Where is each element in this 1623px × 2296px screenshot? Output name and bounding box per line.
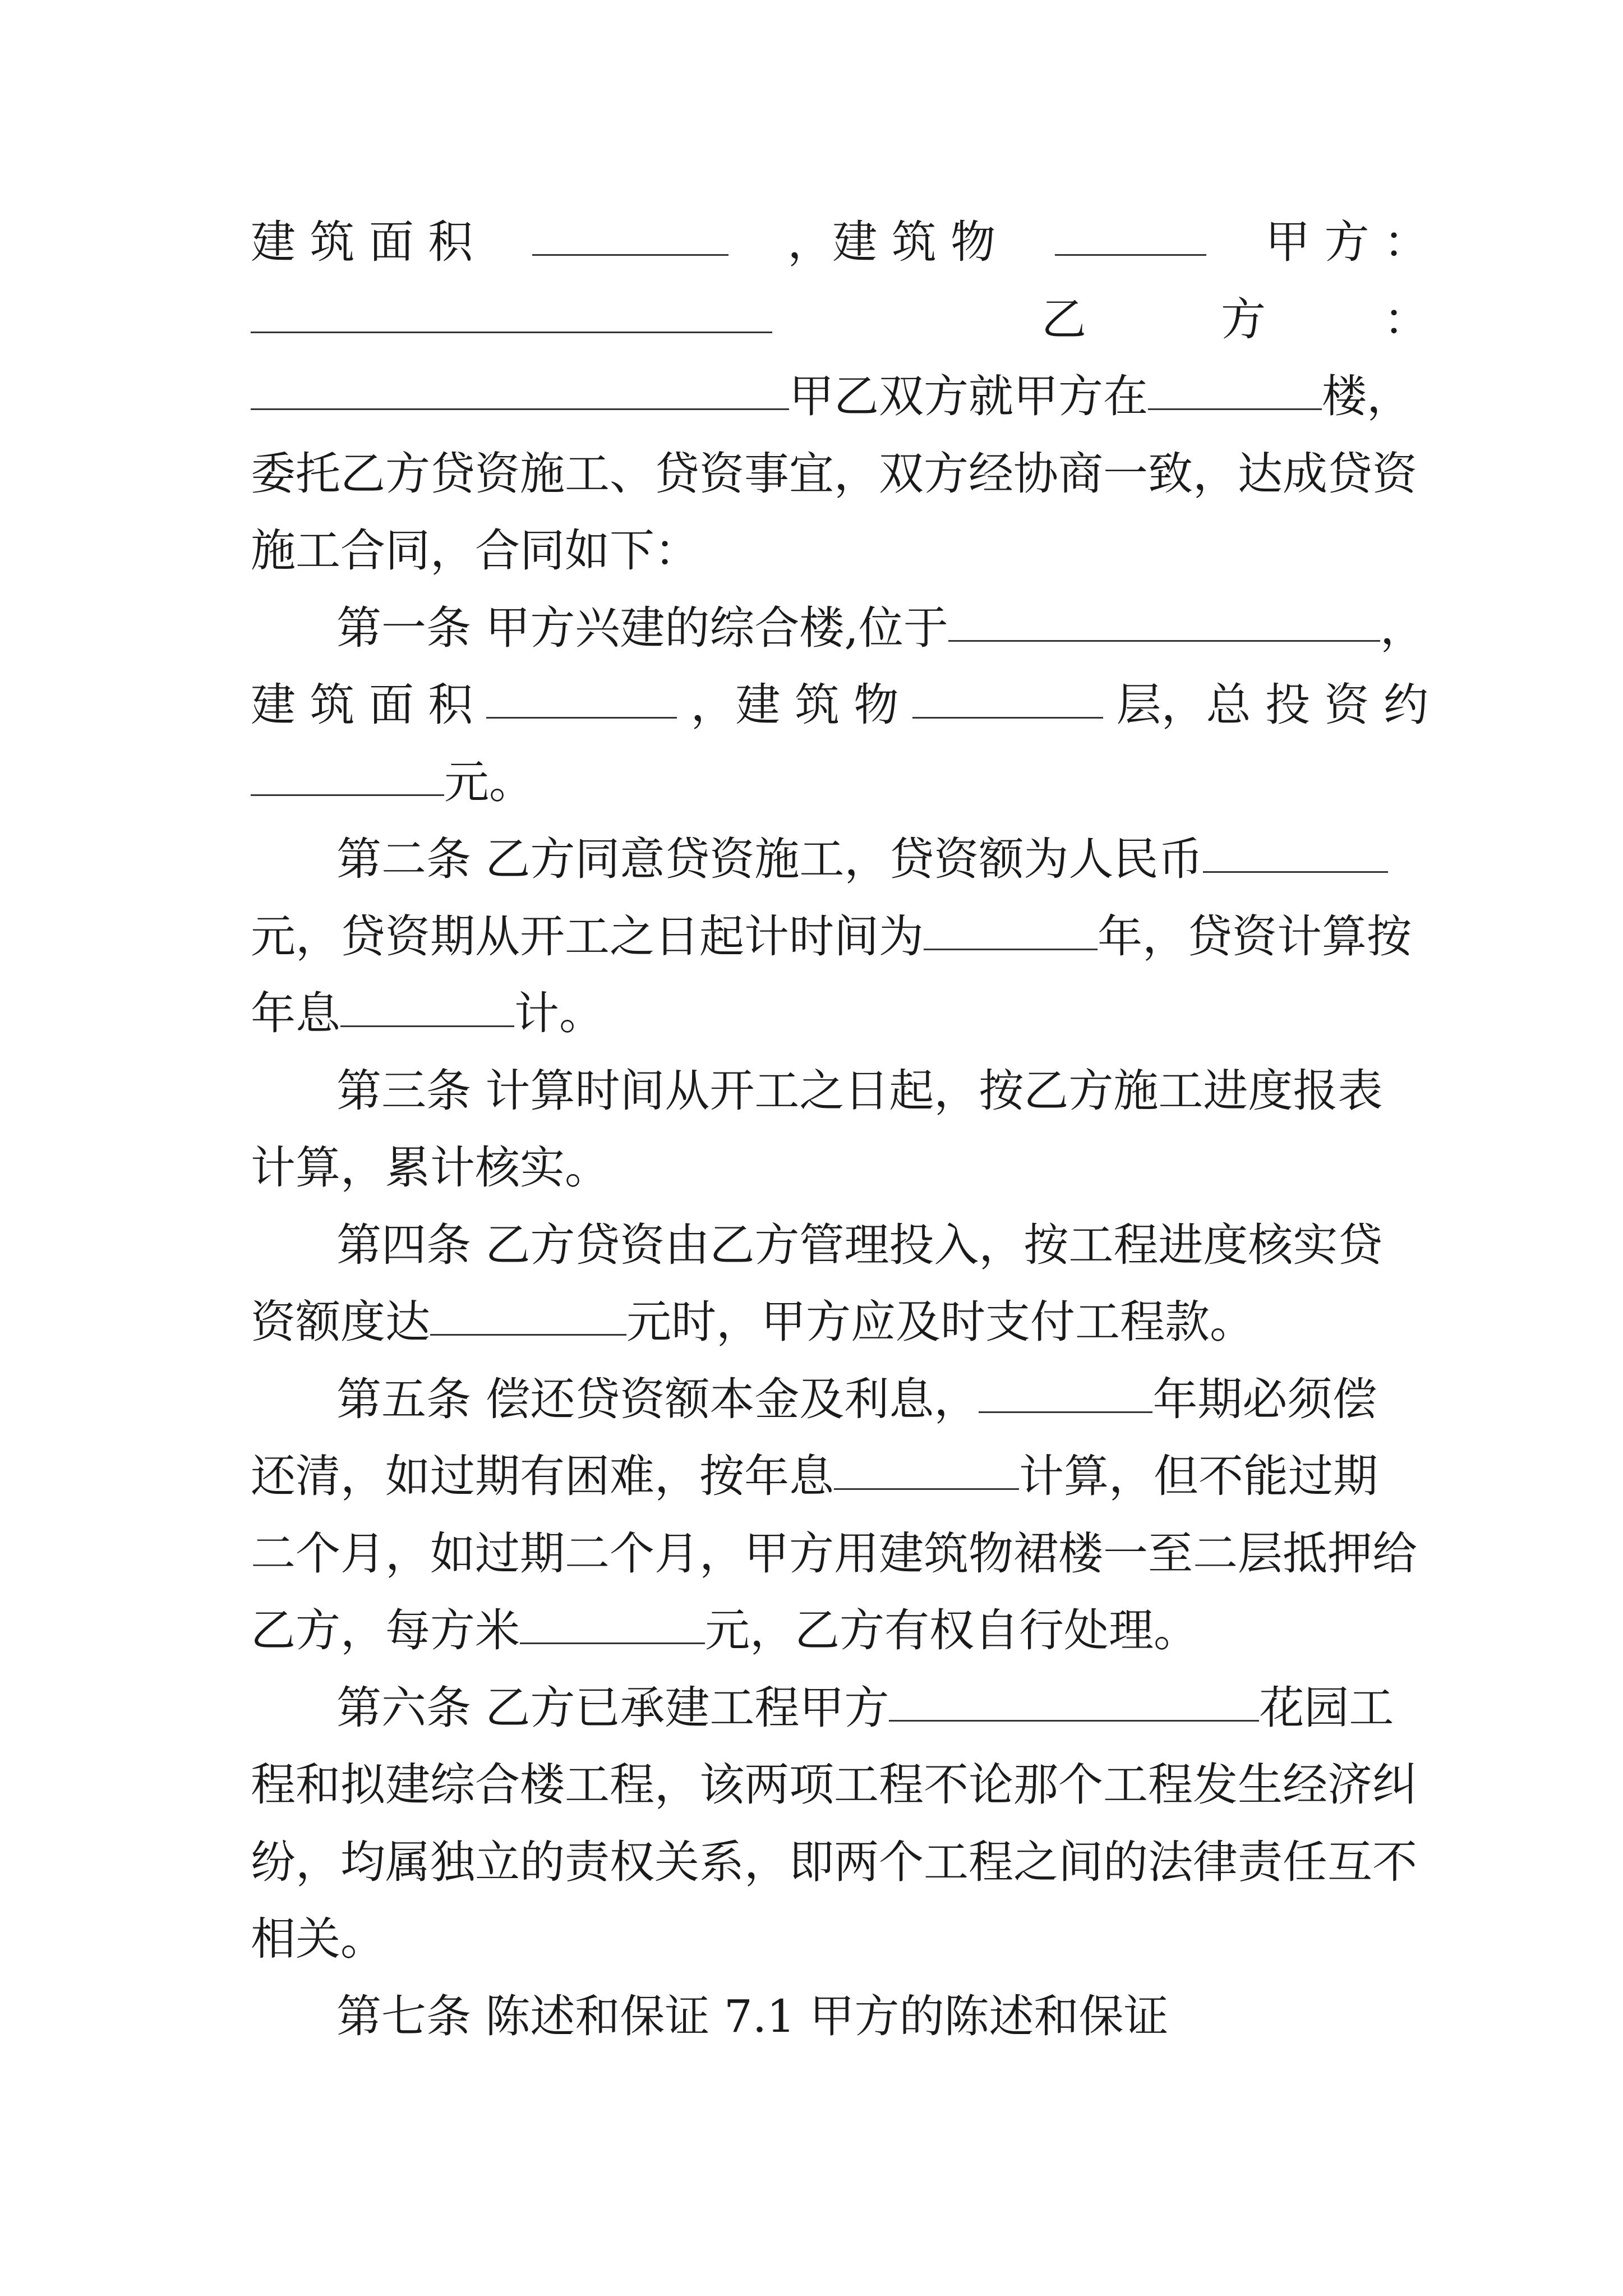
- doc-text: 甲 方 ：: [1265, 216, 1428, 268]
- doc-line: [251, 280, 1428, 359]
- doc-line: [251, 898, 1428, 976]
- doc-text: 还清，如过期有困难，按年息: [251, 1450, 834, 1502]
- doc-text: 元，乙方有权自行处理。: [705, 1604, 1198, 1657]
- doc-text: ，建 筑 物: [787, 216, 996, 268]
- doc-line: [251, 1283, 1428, 1361]
- doc-text: 资额度达: [251, 1296, 430, 1348]
- doc-line: [251, 1129, 1428, 1207]
- fill-blank: [924, 915, 1098, 950]
- doc-text: 年，贷资计算按: [1098, 910, 1412, 963]
- doc-text: 元。: [444, 756, 534, 808]
- doc-text: 第二条 乙方同意贷资施工，贷资额为人民币: [336, 833, 1204, 885]
- fill-blank: [532, 220, 728, 256]
- fill-blank: [948, 606, 1380, 642]
- article-3: [336, 1052, 1514, 1130]
- article-5: [336, 1360, 1514, 1439]
- fill-blank: [251, 375, 789, 410]
- doc-text: 建 筑 面 积: [251, 679, 473, 731]
- doc-line: [251, 1823, 1428, 1902]
- doc-line: [251, 743, 1428, 822]
- doc-text: 二个月，如过期二个月，甲方用建筑物裙楼一至二层抵押给: [251, 1527, 1417, 1580]
- doc-text: 年期必须偿: [1152, 1373, 1377, 1425]
- doc-line: [251, 1746, 1428, 1824]
- doc-text: ，: [1380, 602, 1425, 654]
- fill-blank: [520, 1609, 705, 1644]
- doc-text: 施工合同，合同如下：: [251, 524, 699, 577]
- fill-blank: [1055, 220, 1206, 256]
- doc-line: [251, 666, 1428, 744]
- doc-text: ：: [1384, 293, 1428, 346]
- article-1: [336, 589, 1514, 668]
- doc-text: 乙: [1041, 293, 1086, 346]
- doc-text: 元时，甲方应及时支付工程款。: [626, 1296, 1255, 1348]
- doc-text: 第七条 陈述和保证 7.1 甲方的陈述和保证: [336, 1990, 1169, 2042]
- doc-text: 纷，均属独立的责权关系，即两个工程之间的法律责任互不: [251, 1836, 1417, 1888]
- doc-text: 计。: [514, 987, 604, 1039]
- fill-blank: [340, 992, 514, 1027]
- doc-line: [251, 435, 1428, 513]
- doc-text: 程和拟建综合楼工程，该两项工程不论那个工程发生经济纠: [251, 1759, 1417, 1811]
- doc-text: 建 筑 面 积: [251, 216, 473, 268]
- fill-blank: [1203, 838, 1388, 873]
- doc-line: [251, 974, 1428, 1053]
- doc-line: [251, 512, 1428, 590]
- doc-text: 第三条 计算时间从开工之日起，按乙方施工进度报表: [336, 1065, 1383, 1117]
- article-6: [336, 1669, 1514, 1747]
- fill-blank: [979, 1378, 1152, 1413]
- doc-text: 层，总 投 资 约: [1116, 679, 1428, 731]
- article-4: [336, 1206, 1514, 1285]
- doc-text: 元，贷资期从开工之日起计时间为: [251, 910, 924, 963]
- fill-blank: [251, 761, 444, 796]
- doc-line: [251, 1900, 1428, 1978]
- fill-blank: [1148, 375, 1322, 410]
- doc-line: [251, 1437, 1428, 1516]
- doc-line: [251, 1591, 1428, 1670]
- doc-text: 计算，累计核实。: [251, 1142, 610, 1194]
- article-2: [336, 820, 1514, 899]
- doc-text: 年息: [251, 987, 340, 1039]
- fill-blank: [430, 1300, 626, 1336]
- doc-line: [251, 357, 1428, 436]
- doc-line: [251, 203, 1428, 282]
- doc-text: 相关。: [251, 1913, 385, 1965]
- doc-text: 甲乙双方就甲方在: [789, 370, 1148, 422]
- article-7: [336, 1977, 1514, 2056]
- fill-blank: [912, 683, 1103, 719]
- doc-text: 第一条 甲方兴建的综合楼,位于: [336, 602, 948, 654]
- doc-text: 计算，但不能过期: [1019, 1450, 1378, 1502]
- doc-text: ，建 筑 物: [690, 679, 899, 731]
- doc-text: 委托乙方贷资施工、贷资事宜，双方经协商一致，达成贷资: [251, 448, 1417, 500]
- doc-line: [251, 1515, 1428, 1593]
- doc-text: 第四条 乙方贷资由乙方管理投入，按工程进度核实贷: [336, 1219, 1383, 1271]
- fill-blank: [251, 298, 772, 333]
- doc-text: 楼，: [1322, 370, 1412, 422]
- doc-text: 乙方，每方米: [251, 1604, 520, 1657]
- fill-blank: [486, 683, 677, 719]
- doc-text: 第五条 偿还贷资额本金及利息，: [336, 1373, 979, 1425]
- fill-blank: [889, 1686, 1259, 1722]
- doc-text: 花园工: [1259, 1682, 1394, 1734]
- doc-text: 方: [1221, 293, 1266, 346]
- doc-text: 第六条 乙方已承建工程甲方: [336, 1682, 889, 1734]
- fill-blank: [834, 1455, 1019, 1490]
